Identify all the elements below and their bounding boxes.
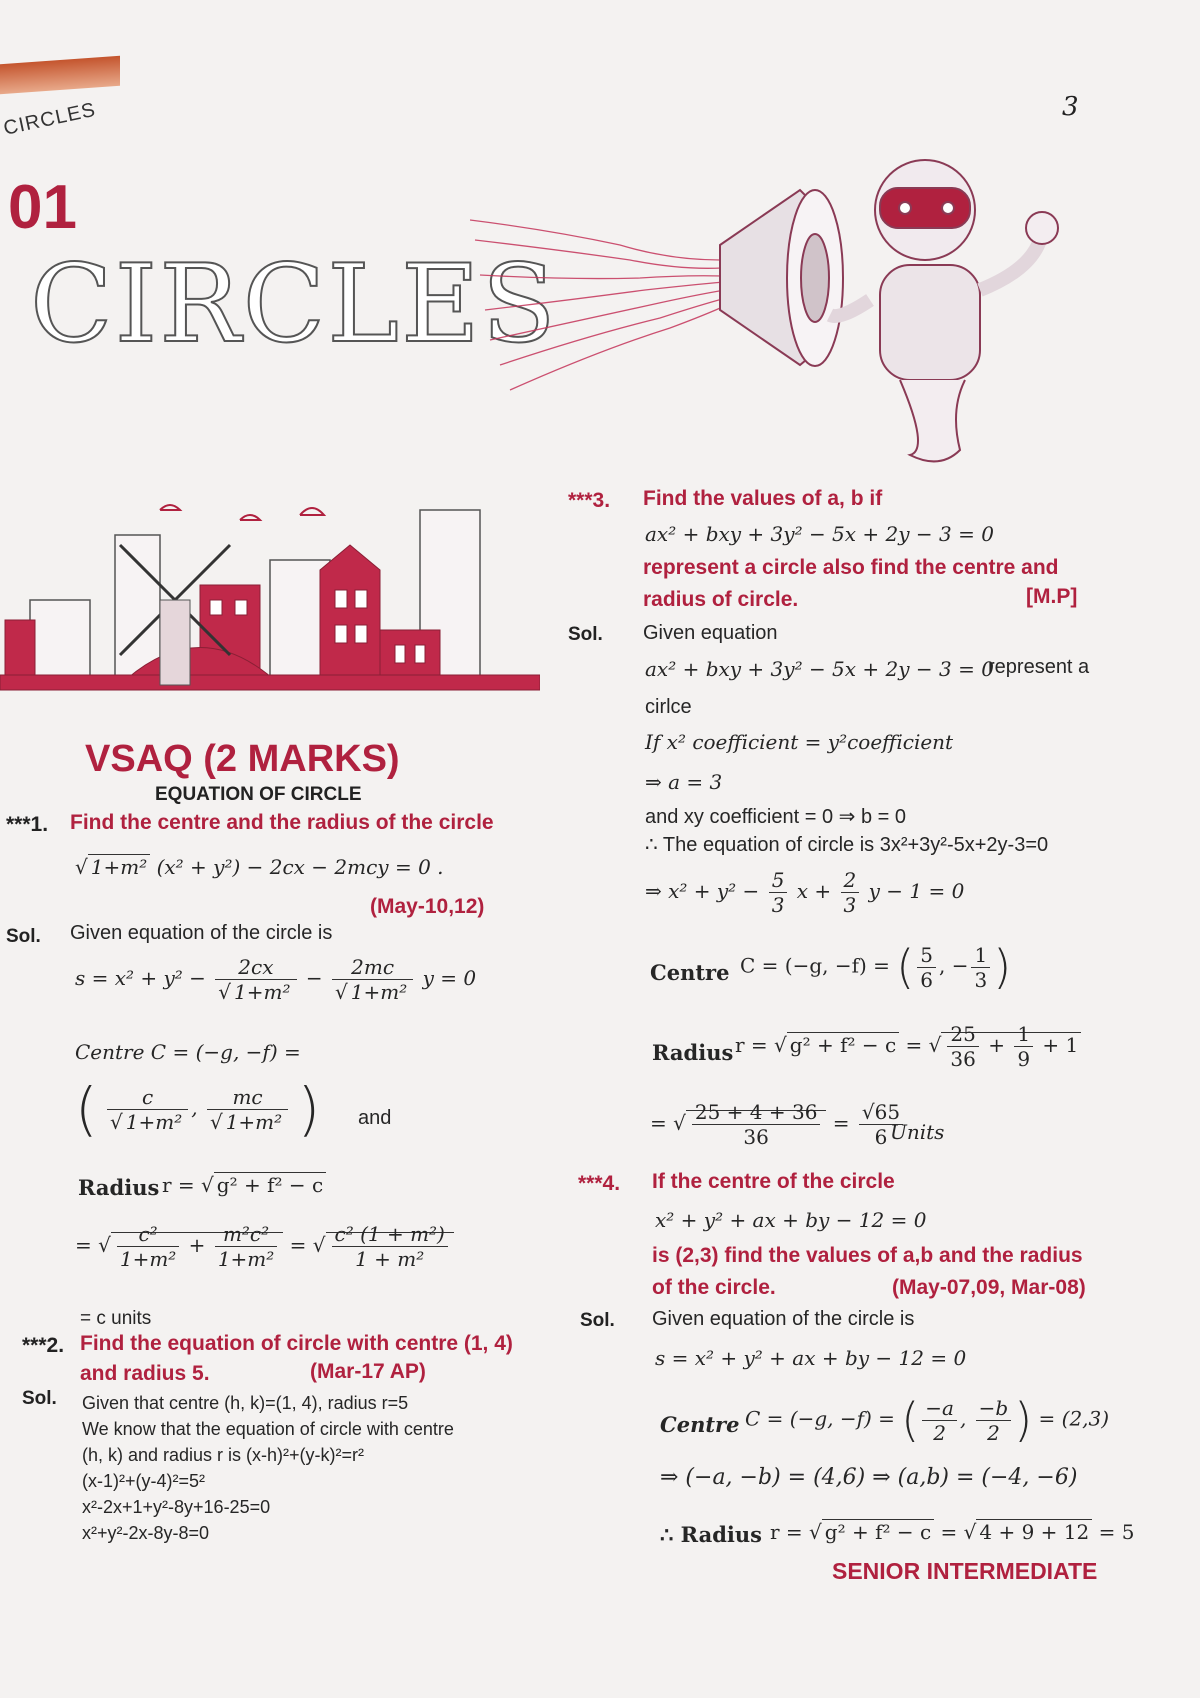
q3-a-line: ⇒ a = 3 [645, 770, 723, 794]
section-title: VSAQ (2 MARKS) [85, 738, 400, 780]
q3-text2: represent a circle also find the centre and [643, 556, 1059, 579]
q3-radius-formula: r = √ g² + f² − c = √ $\frac{25}{36}$ + $\frac{1}{9}$ + 1 [735, 1022, 1081, 1071]
q3-text3: radius of circle. [643, 588, 799, 611]
q4-text3: of the circle. [652, 1276, 776, 1299]
q1-s-equation: s = x² + y² − $\frac{2cx}{\text{√ 1+m²}}$ − $\frac{2mc}{\text{√ 1+m²}}$ y = 0 [75, 955, 477, 1004]
q4-ab-line: ⇒ (−a, −b) = (4,6) ⇒ (a,b) = (−4, −6) [660, 1465, 1078, 1490]
page-number: 3 [1062, 92, 1079, 122]
q1-and: and [358, 1107, 392, 1129]
q4-marker: ***4. [578, 1172, 621, 1195]
q4-radius-calc: r = √ g² + f² − c = √ 4 + 9 + 12 = 5 [770, 1520, 1135, 1544]
q4-text2: is (2,3) find the values of a,b and the radius [652, 1244, 1083, 1267]
q1-text: Find the centre and the radius of the circle [70, 811, 494, 834]
q1-equation: √ 1+m² (x² + y²) − 2cx − 2mcy = 0 . [75, 855, 444, 879]
q1-radius-label: Radius [78, 1175, 160, 1200]
footer-label: SENIOR INTERMEDIATE [832, 1558, 1098, 1584]
q1-marker: ***1. [6, 813, 49, 836]
q2-marker: ***2. [22, 1334, 65, 1357]
q3-marker: ***3. [568, 489, 611, 512]
q4-s-equation: s = x² + y² + ax + by − 12 = 0 [655, 1346, 967, 1370]
q1-centre-value: ( $\frac{c}{\text{√ 1+m²}}$ , $\frac{mc}{\text{√ 1+m²}}$ ) [75, 1075, 321, 1143]
q2-line: Given that centre (h, k)=(1, 4), radius r=5 [82, 1393, 409, 1413]
q3-simplified-eq: ⇒ x² + y² − $\frac{5}{3}$ x + $\frac{2}{3}$ y − 1 = 0 [645, 868, 965, 917]
city-skyline-illustration [0, 490, 540, 730]
q1-centre-label: Centre C = (−g, −f) = [75, 1040, 301, 1064]
q2-text: Find the equation of circle with centre (1, 4) [80, 1332, 513, 1355]
q3-source: [M.P] [1026, 585, 1078, 608]
q4-text: If the centre of the circle [652, 1170, 895, 1193]
q4-source: (May-07,09, Mar-08) [892, 1276, 1086, 1299]
q1-radius-calc: = √ $\frac{\text{c²}}{\text{1+m²}}$ + $\frac{\text{m²c²}}{\text{1+m²}}$ = √ $\frac{\text{c² (1 + m²)}}{\text{1 + m²}}$ [75, 1222, 454, 1271]
q2-line: x²-2x+1+y²-8y+16-25=0 [82, 1497, 271, 1517]
q3-centre-value: C = (−g, −f) = ( $\frac{5}{6}$ , − $\frac{1}{3}$ ) [740, 940, 1012, 994]
q4-centre-value: C = (−g, −f) = ( $\frac{-a}{2}$ , $\frac{-b}{2}$ ) = (2,3) [745, 1393, 1110, 1447]
q4-centre-label: Centre [660, 1412, 740, 1437]
q3-radius-label: Radius [652, 1040, 734, 1065]
q3-text: Find the values of a, b if [643, 487, 883, 510]
q3-if-line: If x² coefficient = y²coefficient [645, 730, 954, 754]
q3-cirlce: cirlce [645, 696, 692, 718]
q3-given: Given equation [643, 622, 778, 644]
q2-text2: and radius 5. [80, 1362, 210, 1385]
q3-given-equation: ax² + bxy + 3y² − 5x + 2y − 3 = 0 [645, 657, 994, 681]
q2-sol-label: Sol. [22, 1388, 57, 1409]
q2-line: (x-1)²+(y-4)²=5² [82, 1471, 206, 1491]
q4-radius-label: ∴ Radius [660, 1522, 762, 1547]
q3-equation: ax² + bxy + 3y² − 5x + 2y − 3 = 0 [645, 522, 994, 546]
q1-units: = c units [80, 1308, 152, 1329]
q1-sol-label: Sol. [6, 926, 41, 947]
page-corner-decoration [0, 56, 120, 94]
q2-sol-lines [82, 1390, 454, 1546]
q4-sol-label: Sol. [580, 1310, 615, 1331]
section-subtitle: EQUATION OF CIRCLE [155, 784, 362, 805]
q2-line: We know that the equation of circle with centre [82, 1419, 454, 1439]
robot-megaphone-illustration [470, 150, 1120, 480]
q1-sol-intro: Given equation of the circle is [70, 922, 333, 944]
q3-represent: represent a [988, 656, 1090, 678]
chapter-tag: CIRCLES [1, 98, 98, 140]
q2-source: (Mar-17 AP) [310, 1360, 426, 1383]
q4-equation: x² + y² + ax + by − 12 = 0 [655, 1208, 927, 1232]
q2-line: x²+y²-2x-8y-8=0 [82, 1523, 210, 1543]
q3-therefore: ∴ The equation of circle is 3x²+3y²-5x+2y-3=0 [645, 834, 1049, 856]
q2-line: (h, k) and radius r is (x-h)²+(y-k)²=r² [82, 1445, 365, 1465]
q3-xy-line: and xy coefficient = 0 ⇒ b = 0 [645, 806, 906, 828]
q3-radius-calc: = √ $\frac{25 + 4 + 36}{36}$ = $\frac{√65}{6}$ [650, 1100, 906, 1149]
q1-radius-formula: r = √ g² + f² − c [162, 1173, 326, 1197]
q1-source: (May-10,12) [370, 895, 485, 918]
chapter-number: 01 [8, 173, 77, 242]
chapter-title: CIRCLES [30, 242, 558, 367]
q3-units: Units [890, 1120, 945, 1144]
q3-centre-label: Centre [650, 960, 730, 985]
q4-sol-intro: Given equation of the circle is [652, 1308, 915, 1330]
q3-sol-label: Sol. [568, 624, 603, 645]
